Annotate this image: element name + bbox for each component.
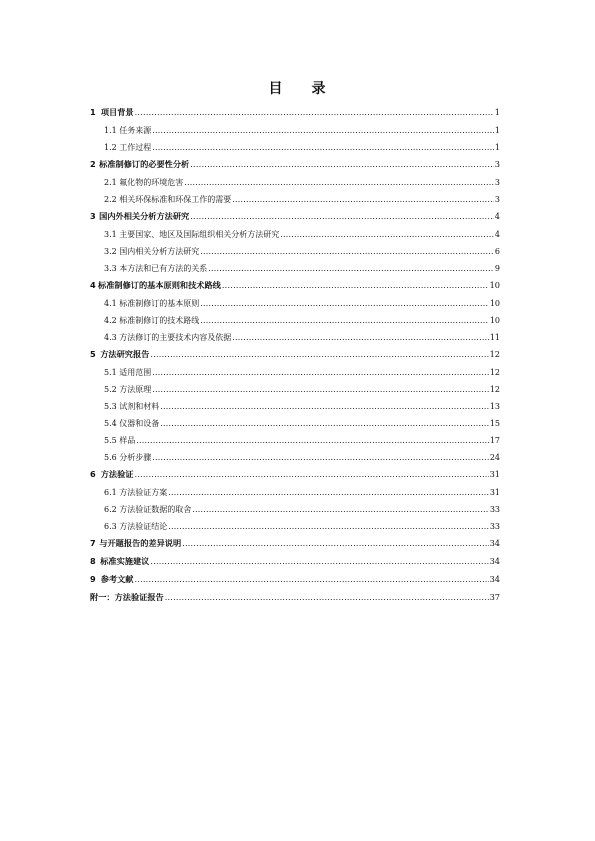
toc-dot-leader xyxy=(150,556,488,566)
toc-entry-page: 34 xyxy=(489,574,500,584)
toc-dot-leader xyxy=(152,453,489,462)
toc-entry-page: 15 xyxy=(489,419,500,428)
toc-dot-leader xyxy=(192,505,489,514)
toc-entry-number: 5 xyxy=(90,349,96,359)
toc-subsection-entry[interactable] xyxy=(90,246,500,263)
toc-dot-leader xyxy=(182,538,488,548)
toc-entry-page: 3 xyxy=(494,178,500,187)
toc-entry-label: 4.3 方法修订的主要技术内容及依据 xyxy=(104,333,232,342)
toc-dot-leader xyxy=(152,368,489,377)
toc-entry-label: 2.2 相关环保标准和环保工作的需要 xyxy=(104,195,232,204)
toc-entry-label: 附一：方法验证报告 xyxy=(90,592,164,602)
toc-dot-leader xyxy=(232,195,494,204)
toc-entry-page: 1 xyxy=(494,126,500,135)
toc-subsection-entry[interactable] xyxy=(90,384,500,401)
toc-subsection-entry[interactable] xyxy=(90,367,500,384)
toc-entry-label: 6.2 方法验证数据的取舍 xyxy=(104,505,192,514)
toc-entry-page: 3 xyxy=(494,159,500,169)
toc-title-right: 录 xyxy=(311,81,327,97)
toc-subsection-entry[interactable] xyxy=(90,177,500,194)
toc-entry-label: 5.4 仪器和设备 xyxy=(104,419,160,428)
toc-entry-page: 6 xyxy=(494,247,500,256)
toc-entry-label: 项目背景 xyxy=(100,107,134,117)
toc-section-entry[interactable] xyxy=(90,349,500,367)
toc-section-entry[interactable] xyxy=(90,556,500,574)
toc-entry-page: 34 xyxy=(489,538,500,548)
toc-entry-label: 与开题报告的差异说明 xyxy=(99,538,182,548)
toc-subsection-entry[interactable] xyxy=(90,332,500,349)
toc-subsection-entry[interactable] xyxy=(90,418,500,435)
toc-subsection-entry[interactable] xyxy=(90,315,500,332)
toc-entry-label: 标准制修订的必要性分析 xyxy=(99,159,190,169)
toc-subsection-entry[interactable] xyxy=(90,452,500,469)
toc-section-entry[interactable] xyxy=(90,107,500,125)
toc-entry-label: 3.2 国内相关分析方法研究 xyxy=(104,247,200,256)
toc-entry-label: 方法研究报告 xyxy=(100,349,150,359)
toc-entry-page: 11 xyxy=(489,333,500,342)
toc-entry-number: 4 xyxy=(90,280,96,290)
toc-section-entry[interactable] xyxy=(90,211,500,229)
toc-dot-leader xyxy=(222,280,489,290)
toc-entry-page: 13 xyxy=(489,402,500,411)
toc-entry-label: 3.3 本方法和已有方法的关系 xyxy=(104,264,208,273)
toc-entry-page: 12 xyxy=(489,385,500,394)
toc-entry-label: 2.1 氟化物的环境危害 xyxy=(104,178,184,187)
toc-entry-number: 6 xyxy=(90,469,96,479)
toc-entry-page: 33 xyxy=(489,505,500,514)
toc-entry-label: 参考文献 xyxy=(100,574,134,584)
toc-entry-number: 1 xyxy=(90,107,96,117)
toc-dot-leader xyxy=(152,143,494,152)
toc-entry-page: 4 xyxy=(494,230,500,239)
toc-entry-label: 6.1 方法验证方案 xyxy=(104,488,168,497)
toc-subsection-entry[interactable] xyxy=(90,521,500,538)
toc-entry-page: 10 xyxy=(489,316,500,325)
toc-dot-leader xyxy=(208,264,494,273)
toc-entry-label: 标准实施建议 xyxy=(100,556,150,566)
toc-dot-leader xyxy=(135,107,494,117)
toc-subsection-entry[interactable] xyxy=(90,125,500,142)
toc-dot-leader xyxy=(280,230,494,239)
toc-entry-label: 国内外相关分析方法研究 xyxy=(99,211,190,221)
toc-dot-leader xyxy=(190,159,494,169)
toc-entry-page: 33 xyxy=(489,522,500,531)
toc-entry-page: 12 xyxy=(489,349,500,359)
toc-subsection-entry[interactable] xyxy=(90,401,500,418)
toc-section-entry[interactable] xyxy=(90,469,500,487)
toc-entry-page: 24 xyxy=(489,453,500,462)
toc-entry-page: 31 xyxy=(489,488,500,497)
toc-dot-leader xyxy=(134,574,488,584)
toc-entry-page: 12 xyxy=(489,368,500,377)
toc-subsection-entry[interactable] xyxy=(90,194,500,211)
toc-subsection-entry[interactable] xyxy=(90,504,500,521)
toc-entry-label: 方法验证 xyxy=(100,469,134,479)
toc-entry-label: 5.2 方法原理 xyxy=(104,385,152,394)
toc-subsection-entry[interactable] xyxy=(90,263,500,280)
toc-dot-leader xyxy=(200,299,489,308)
toc-entry-page: 9 xyxy=(494,264,500,273)
toc-entry-label: 3.1 主要国家、地区及国际组织相关分析方法研究 xyxy=(104,230,280,239)
toc-subsection-entry[interactable] xyxy=(90,229,500,246)
toc-entry-label: 5.3 试剂和材料 xyxy=(104,402,160,411)
toc-entry-number: 9 xyxy=(90,574,96,584)
toc-subsection-entry[interactable] xyxy=(90,142,500,159)
toc-dot-leader xyxy=(160,402,489,411)
toc-dot-leader xyxy=(136,436,489,445)
toc-dot-leader xyxy=(184,178,494,187)
toc-entry-label: 6.3 方法验证结论 xyxy=(104,522,168,531)
toc-entry-number: 8 xyxy=(90,556,96,566)
toc-entry-number: 7 xyxy=(90,538,96,548)
toc-subsection-entry[interactable] xyxy=(90,435,500,452)
toc-entry-label: 1.1 任务来源 xyxy=(104,126,152,135)
toc-entry-page: 3 xyxy=(494,195,500,204)
toc-entry-page: 10 xyxy=(489,299,500,308)
toc-subsection-entry[interactable] xyxy=(90,487,500,504)
toc-entry-label: 5.1 适用范围 xyxy=(104,368,152,377)
toc-entry-label: 5.5 样品 xyxy=(104,436,136,445)
toc-section-entry[interactable] xyxy=(90,574,500,592)
toc-dot-leader xyxy=(200,316,489,325)
toc-entry-page: 37 xyxy=(489,592,500,602)
toc-section-entry[interactable] xyxy=(90,159,500,177)
toc-entry-label: 4.1 标准制修订的基本原则 xyxy=(104,299,200,308)
toc-dot-leader xyxy=(232,333,489,342)
toc-dot-leader xyxy=(152,385,489,394)
toc-dot-leader xyxy=(150,349,488,359)
toc-dot-leader xyxy=(168,522,489,531)
toc-dot-leader xyxy=(190,211,494,221)
toc-entry-label: 标准制修订的基本原则和技术路线 xyxy=(98,280,221,290)
toc-dot-leader xyxy=(134,469,488,479)
toc-section-entry[interactable] xyxy=(90,280,500,298)
toc-section-entry[interactable] xyxy=(90,592,500,610)
toc-subsection-entry[interactable] xyxy=(90,298,500,315)
toc-entry-number: 2 xyxy=(90,159,96,169)
toc-entry-number: 3 xyxy=(90,211,96,221)
toc-dot-leader xyxy=(200,247,494,256)
toc-entry-page: 17 xyxy=(489,436,500,445)
toc-title xyxy=(0,78,595,98)
toc-entry-label: 5.6 分析步骤 xyxy=(104,453,152,462)
toc-dot-leader xyxy=(168,488,489,497)
toc-dot-leader xyxy=(152,126,494,135)
toc-entry-page: 1 xyxy=(494,143,500,152)
toc-entry-page: 10 xyxy=(489,280,500,290)
table-of-contents xyxy=(90,107,500,610)
toc-title-left: 目 xyxy=(268,81,284,97)
toc-entry-page: 1 xyxy=(494,107,500,117)
toc-entry-label: 4.2 标准制修订的技术路线 xyxy=(104,316,200,325)
toc-entry-page: 34 xyxy=(489,556,500,566)
toc-dot-leader xyxy=(160,419,489,428)
toc-entry-page: 31 xyxy=(489,469,500,479)
toc-entry-label: 1.2 工作过程 xyxy=(104,143,152,152)
toc-section-entry[interactable] xyxy=(90,538,500,556)
toc-entry-page: 4 xyxy=(494,211,500,221)
toc-dot-leader xyxy=(165,592,489,602)
